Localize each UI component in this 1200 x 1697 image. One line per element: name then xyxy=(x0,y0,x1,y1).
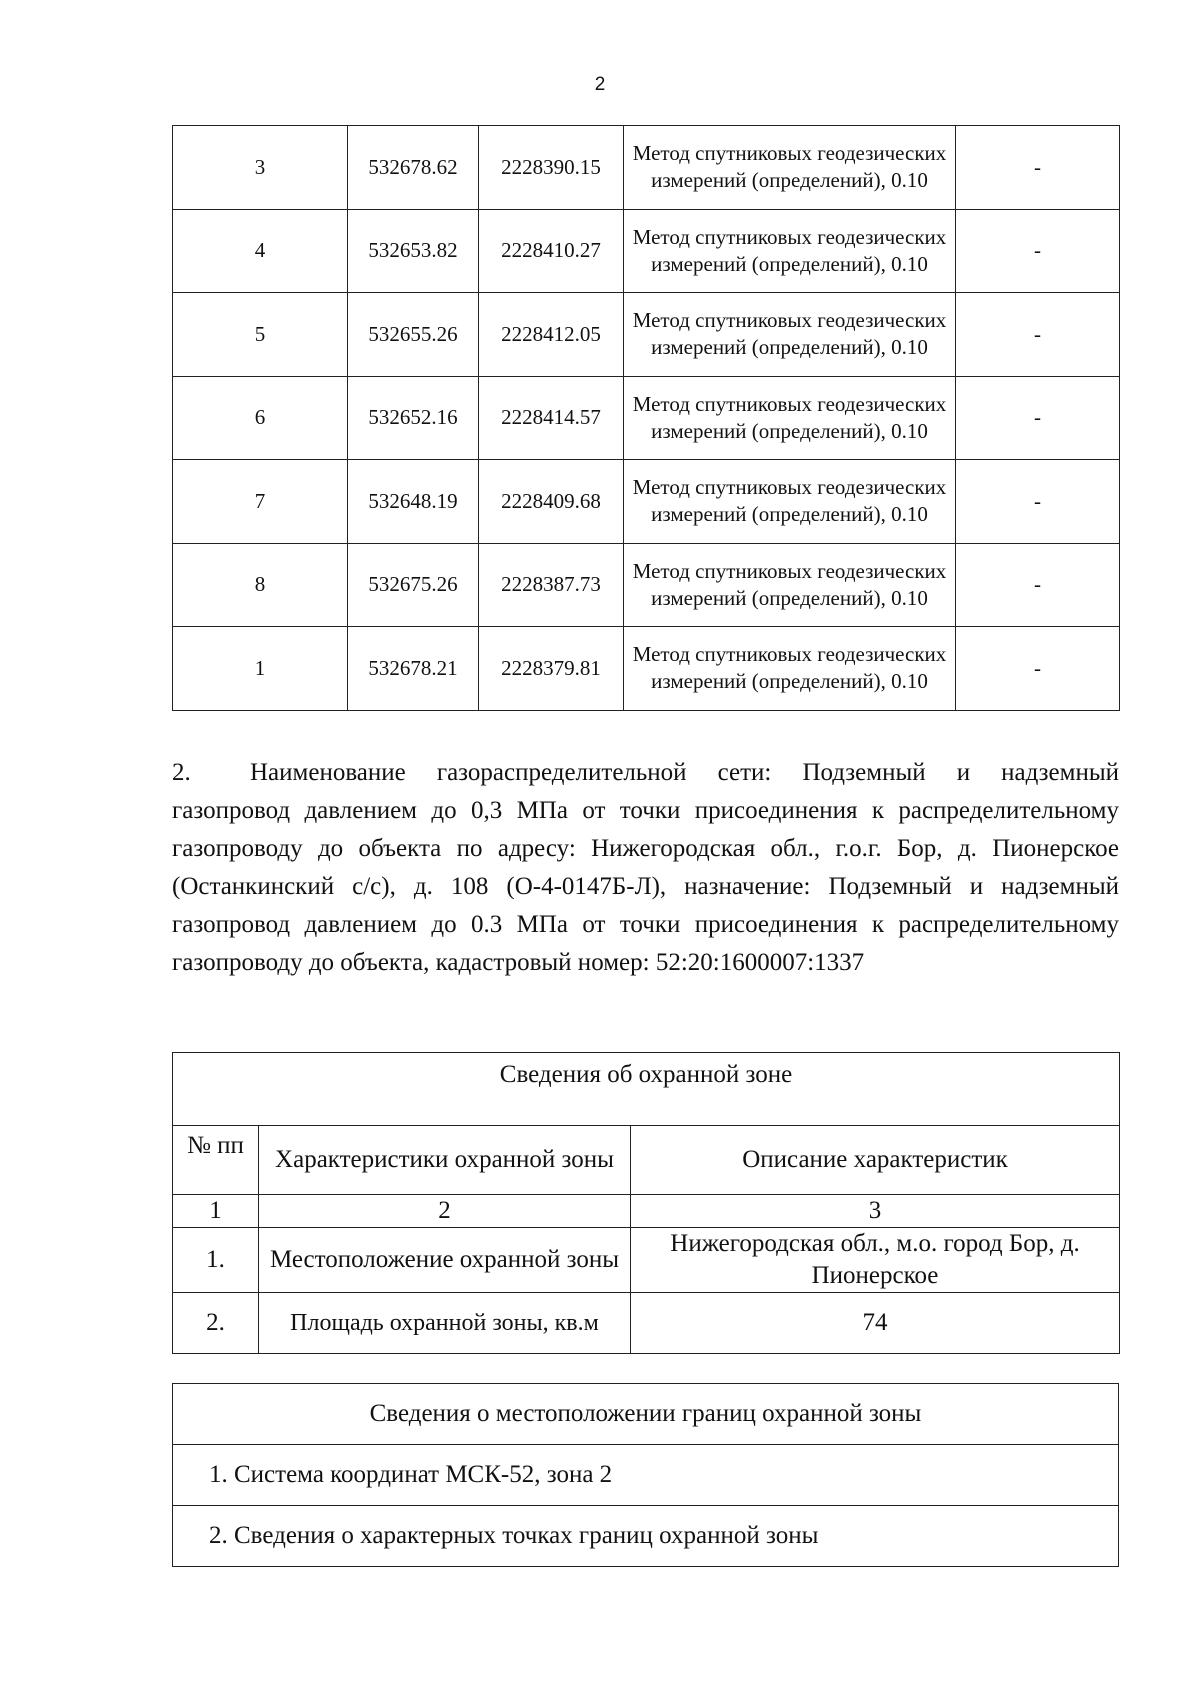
table-row xyxy=(173,376,1120,460)
index-cell: 1 xyxy=(173,1195,259,1228)
coord-x: 532678.21 xyxy=(348,627,479,711)
table-row xyxy=(173,209,1120,293)
method-cell: Метод спутниковых геодезических измерений (определений), 0.10 xyxy=(624,376,956,460)
note-cell: - xyxy=(956,293,1120,377)
coord-x: 532675.26 xyxy=(348,543,479,627)
row-num: 2. xyxy=(173,1293,259,1354)
index-cell: 3 xyxy=(631,1195,1120,1228)
row-description: Нижегородская обл., м.о. город Бор, д. Пионерское xyxy=(631,1228,1120,1293)
row-num: 1. xyxy=(173,1228,259,1293)
index-cell: 2 xyxy=(259,1195,631,1228)
point-number: 1 xyxy=(173,627,348,711)
point-number: 5 xyxy=(173,293,348,377)
table-row xyxy=(173,1293,1120,1354)
note-cell: - xyxy=(956,543,1120,627)
table-row xyxy=(173,460,1120,544)
method-cell: Метод спутниковых геодезических измерений (определений), 0.10 xyxy=(624,460,956,544)
header-characteristic: Характеристики охранной зоны xyxy=(259,1126,631,1195)
note-cell: - xyxy=(956,376,1120,460)
coord-x: 532653.82 xyxy=(348,209,479,293)
section-text: Наименование газораспределительной сети: Подземный и надземный газопровод давлением до 0,3 МПа от точки присоединения к распределительному газопроводу до объекта по адресу: Нижегородская обл., г.о.г. Бор, д. Пионерское (Останкинский с/с), д. 108 (О-4-0147Б-Л), назначение: Подземный и надземный газопровод давлением до 0.3 МПа от точки присоединения к распределительному газопроводу до объекта, кадастровый номер: 52:20:1600007:1337 xyxy=(172,759,1119,976)
row-description: 74 xyxy=(631,1293,1120,1354)
bounds-table-title: Сведения о местоположении границ охранной зоны xyxy=(173,1384,1119,1445)
section-2-paragraph xyxy=(172,754,1119,982)
note-cell: - xyxy=(956,209,1120,293)
coord-x: 532655.26 xyxy=(348,293,479,377)
coord-y: 2228387.73 xyxy=(479,543,624,627)
coordinates-table xyxy=(172,125,1120,711)
note-cell: - xyxy=(956,126,1120,210)
coordinate-system-item: 1. Система координат МСК-52, зона 2 xyxy=(173,1445,1119,1506)
section-number: 2. xyxy=(172,759,191,786)
point-number: 7 xyxy=(173,460,348,544)
note-cell: - xyxy=(956,460,1120,544)
method-cell: Метод спутниковых геодезических измерений (определений), 0.10 xyxy=(624,209,956,293)
point-number: 8 xyxy=(173,543,348,627)
table-row xyxy=(173,1445,1119,1506)
boundary-points-item: 2. Сведения о характерных точках границ охранной зоны xyxy=(173,1506,1119,1567)
table-row xyxy=(173,627,1120,711)
table-title-row xyxy=(173,1053,1120,1126)
method-cell: Метод спутниковых геодезических измерений (определений), 0.10 xyxy=(624,627,956,711)
table-row xyxy=(173,1228,1120,1293)
row-characteristic: Площадь охранной зоны, кв.м xyxy=(259,1293,631,1354)
page-number: 2 xyxy=(594,74,606,95)
protected-zone-table xyxy=(172,1052,1120,1354)
table-row xyxy=(173,126,1120,210)
coord-x: 532648.19 xyxy=(348,460,479,544)
coord-y: 2228410.27 xyxy=(479,209,624,293)
note-cell: - xyxy=(956,627,1120,711)
method-cell: Метод спутниковых геодезических измерений (определений), 0.10 xyxy=(624,543,956,627)
table-title-row xyxy=(173,1384,1119,1445)
header-num: № пп xyxy=(173,1126,259,1195)
coord-y: 2228414.57 xyxy=(479,376,624,460)
coord-x: 532652.16 xyxy=(348,376,479,460)
boundaries-table xyxy=(172,1383,1119,1567)
method-cell: Метод спутниковых геодезических измерений (определений), 0.10 xyxy=(624,293,956,377)
point-number: 6 xyxy=(173,376,348,460)
coord-x: 532678.62 xyxy=(348,126,479,210)
point-number: 3 xyxy=(173,126,348,210)
coord-y: 2228390.15 xyxy=(479,126,624,210)
header-description: Описание характеристик xyxy=(631,1126,1120,1195)
coord-y: 2228412.05 xyxy=(479,293,624,377)
method-cell: Метод спутниковых геодезических измерений (определений), 0.10 xyxy=(624,126,956,210)
coord-y: 2228379.81 xyxy=(479,627,624,711)
zone-table-title: Сведения об охранной зоне xyxy=(173,1053,1120,1126)
table-row xyxy=(173,293,1120,377)
row-characteristic: Местоположение охранной зоны xyxy=(259,1228,631,1293)
table-index-row xyxy=(173,1195,1120,1228)
table-header-row xyxy=(173,1126,1120,1195)
table-row xyxy=(173,1506,1119,1567)
table-row xyxy=(173,543,1120,627)
point-number: 4 xyxy=(173,209,348,293)
coord-y: 2228409.68 xyxy=(479,460,624,544)
